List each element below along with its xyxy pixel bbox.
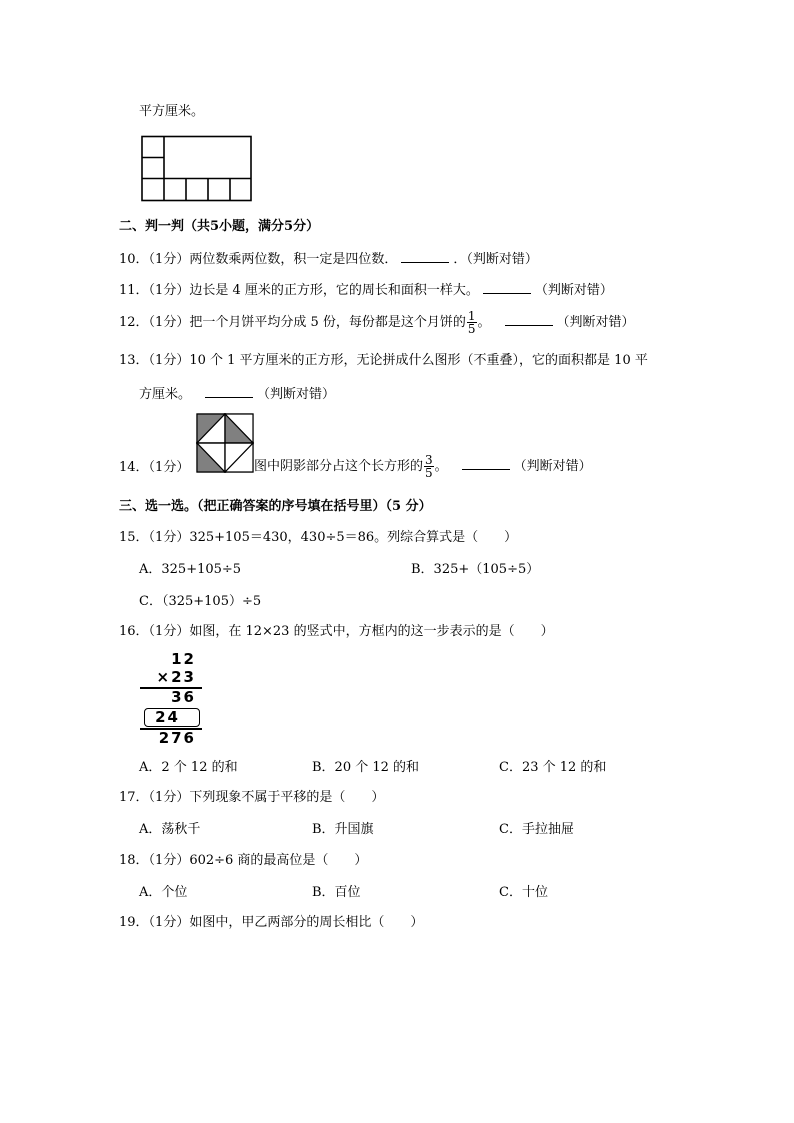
q14-fraction-numerator: 3 [425, 453, 433, 467]
q13-suffix: （判断对错） [257, 387, 336, 402]
q9-tail-text: 平方厘米。 [139, 104, 205, 119]
question-18 [119, 853, 367, 869]
q13-line2-text: 方厘米。 [139, 387, 192, 402]
q15-text: 325+105＝430，430÷5＝86。列综合算式是（ ） [189, 530, 518, 545]
q17-text: 下列现象不属于平移的是（ ） [189, 790, 385, 805]
q14-fraction [424, 454, 434, 479]
q13-number: 13．（1分） [119, 353, 190, 368]
q16-vertical-calc [140, 651, 206, 747]
q18-option-b[interactable]: B．百位 [312, 885, 361, 900]
q9-grid-figure [140, 135, 254, 203]
q12-suffix: （判断对错） [556, 315, 635, 330]
q12-fraction-denominator: 5 [467, 322, 476, 336]
q16-text: 如图，在 12×23 的竖式中，方框内的这一步表示的是（ ） [189, 624, 554, 639]
section-2-title: 二、判一判（共5小题，满分5分） [119, 219, 320, 234]
q14-shaded-square-figure [196, 413, 254, 473]
question-14 [254, 452, 592, 482]
q12-after: 。 [477, 315, 491, 330]
q17-option-a[interactable]: A．荡秋千 [139, 822, 201, 837]
q16-number: 16．（1分） [119, 624, 190, 639]
calc-product: 276 [158, 729, 196, 747]
question-13 [119, 353, 648, 369]
q11-suffix: （判断对错） [534, 283, 613, 298]
question-16 [119, 624, 554, 640]
q19-number: 19．（1分） [119, 915, 190, 930]
calc-partial-1: 36 [171, 688, 196, 706]
q11-answer-blank[interactable] [483, 281, 531, 294]
q15-number: 15．（1分） [119, 530, 190, 545]
q12-answer-blank[interactable] [505, 313, 553, 326]
q11-text: 边长是 4 厘米的正方形，它的周长和面积一样大。 [189, 283, 479, 298]
question-11 [119, 281, 613, 299]
q16-option-b[interactable]: B．20 个 12 的和 [312, 760, 420, 775]
q12-fraction-numerator: 1 [467, 309, 476, 323]
q18-option-a[interactable]: A．个位 [139, 885, 188, 900]
q13-text: 10 个 1 平方厘米的正方形，无论拼成什么图形（不重叠），它的面积都是 10 平 [189, 353, 648, 368]
question-15 [119, 530, 517, 546]
q18-option-c[interactable]: C．十位 [499, 885, 548, 900]
q18-text: 602÷6 商的最高位是（ ） [189, 853, 368, 868]
q14-fraction-denominator: 5 [425, 466, 433, 480]
question-19 [119, 915, 423, 931]
q10-suffix: ．（判断对错） [453, 252, 538, 267]
q17-number: 17．（1分） [119, 790, 190, 805]
q12-number: 12．（1分） [119, 315, 190, 330]
calc-multiplier: ×23 [156, 668, 196, 686]
q14-after: 。 [434, 459, 448, 474]
q18-number: 18．（1分） [119, 853, 190, 868]
question-10 [119, 250, 538, 268]
q16-option-a[interactable]: A．2 个 12 的和 [139, 760, 238, 775]
q15-option-a[interactable]: A．325+105÷5 [139, 562, 242, 577]
q16-option-c[interactable]: C．23 个 12 的和 [499, 760, 607, 775]
q13-answer-blank[interactable] [205, 385, 253, 398]
q14-suffix: （判断对错） [513, 459, 592, 474]
q10-number: 10．（1分） [119, 252, 190, 267]
calc-partial-2: 24 [155, 708, 180, 726]
q14-text: 图中阴影部分占这个长方形的 [254, 459, 424, 474]
q12-fraction [467, 310, 477, 335]
q19-text: 如图中，甲乙两部分的周长相比（ ） [189, 915, 424, 930]
q12-text: 把一个月饼平均分成 5 份，每份都是这个月饼的 [189, 315, 466, 330]
q10-text: 两位数乘两位数，积一定是四位数． [189, 252, 398, 267]
q14-answer-blank[interactable] [462, 457, 510, 470]
q11-number: 11．（1分） [119, 283, 190, 298]
q15-option-b[interactable]: B．325+（105÷5） [411, 562, 540, 577]
q15-option-c[interactable]: C．（325+105）÷5 [139, 594, 262, 609]
question-13-line2 [139, 385, 335, 403]
q17-option-c[interactable]: C．手拉抽屉 [499, 822, 574, 837]
q10-answer-blank[interactable] [401, 250, 449, 263]
calc-multiplicand: 12 [171, 650, 196, 668]
q17-option-b[interactable]: B．升国旗 [312, 822, 374, 837]
q14-number: 14．（1分） [119, 460, 190, 475]
question-17 [119, 790, 384, 806]
question-12 [119, 308, 635, 338]
section-3-title: 三、选一选。（把正确答案的序号填在括号里）（5 分） [119, 499, 432, 514]
